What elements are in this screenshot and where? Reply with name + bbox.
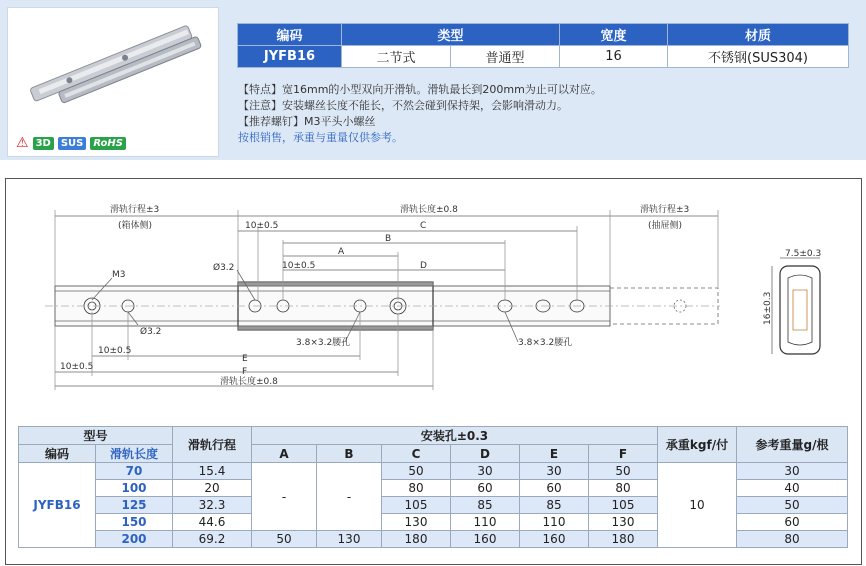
- cell-A: 50: [252, 531, 317, 548]
- cell-C: 130: [382, 514, 451, 531]
- th-F: F: [589, 445, 658, 463]
- sus-badge: SUS: [58, 137, 87, 150]
- cell-C: 80: [382, 480, 451, 497]
- th-stroke: 滑轨行程: [173, 427, 252, 463]
- th-D: D: [451, 445, 520, 463]
- cell-D: 85: [451, 497, 520, 514]
- cell-B: -: [317, 463, 382, 531]
- th-E: E: [520, 445, 589, 463]
- spec-code: JYFB16: [238, 46, 342, 68]
- cell-C: 105: [382, 497, 451, 514]
- cell-stroke: 20: [173, 480, 252, 497]
- cell-stroke: 15.4: [173, 463, 252, 480]
- dim-stroke-left: 滑轨行程±3: [110, 205, 160, 215]
- spec-header-code: 编码: [238, 24, 342, 46]
- cell-len: 125: [96, 497, 173, 514]
- dim-length-top: 滑轨长度±0.8: [400, 205, 458, 215]
- cell-E: 60: [520, 480, 589, 497]
- dim-slot-right: 3.8×3.2腰孔: [518, 338, 573, 348]
- cell-E: 160: [520, 531, 589, 548]
- th-length: 滑轨长度: [96, 445, 173, 463]
- spec-header-width: 宽度: [560, 24, 668, 46]
- note-feature: 【特点】宽16mm的小型双向开滑轨。滑轨最长到200mm为止可以对应。: [238, 83, 602, 96]
- dim-stroke-right: 滑轨行程±3: [640, 205, 690, 215]
- spec-material: 不锈钢(SUS304): [668, 46, 849, 68]
- cell-weight: 40: [737, 480, 848, 497]
- dim-10a: 10±0.5: [245, 221, 279, 231]
- dim-dia32-bottom: Ø3.2: [140, 327, 162, 337]
- dim-label-A: A: [338, 247, 345, 257]
- th-load: 承重kgf/付: [658, 427, 737, 463]
- dim-height-16: 16±0.3: [763, 291, 773, 325]
- dim-box-side: (箱体侧): [118, 221, 153, 231]
- cell-D: 60: [451, 480, 520, 497]
- dim-width-75: 7.5±0.3: [785, 249, 822, 259]
- cell-B: 130: [317, 531, 382, 548]
- cell-E: 85: [520, 497, 589, 514]
- cell-stroke: 69.2: [173, 531, 252, 548]
- spec-header-type: 类型: [342, 24, 560, 46]
- cell-E: 110: [520, 514, 589, 531]
- cell-D: 110: [451, 514, 520, 531]
- cell-C: 50: [382, 463, 451, 480]
- cell-C: 180: [382, 531, 451, 548]
- note-caution: 【注意】安装螺丝长度不能长，不然会碰到保持架，会影响滑动力。: [238, 99, 568, 112]
- dim-10b: 10±0.5: [282, 261, 316, 271]
- th-weight: 参考重量g/根: [737, 427, 848, 463]
- table-row: [19, 463, 848, 480]
- dim-label-C: C: [420, 221, 427, 231]
- cell-stroke: 32.3: [173, 497, 252, 514]
- dim-10c: 10±0.5: [98, 346, 132, 356]
- cell-F: 105: [589, 497, 658, 514]
- cell-load: 10: [658, 463, 737, 548]
- dim-length-bottom: 滑轨长度±0.8: [220, 377, 278, 387]
- dim-10d: 10±0.5: [60, 362, 94, 372]
- spec-width: 16: [560, 46, 668, 68]
- spec-type1: 二节式: [342, 46, 451, 68]
- dim-label-F: F: [242, 367, 248, 377]
- cell-weight: 80: [737, 531, 848, 548]
- cell-len: 150: [96, 514, 173, 531]
- dim-dia32-top: Ø3.2: [213, 263, 235, 273]
- cell-E: 30: [520, 463, 589, 480]
- th-code: 编码: [19, 445, 96, 463]
- dim-slot-left: 3.8×3.2腰孔: [296, 338, 351, 348]
- th-holes: 安装孔±0.3: [252, 427, 658, 445]
- cell-weight: 30: [737, 463, 848, 480]
- spec-header-material: 材质: [668, 24, 849, 46]
- th-C: C: [382, 445, 451, 463]
- note-screw: 【推荐螺钉】M3平头小螺丝: [238, 115, 376, 128]
- dim-drawer-side: (抽屉侧): [648, 221, 683, 231]
- dim-label-D: D: [420, 261, 427, 271]
- dim-label-B: B: [385, 234, 392, 244]
- cell-code: JYFB16: [19, 463, 96, 548]
- th-B: B: [317, 445, 382, 463]
- cell-len: 100: [96, 480, 173, 497]
- cell-F: 180: [589, 531, 658, 548]
- dim-label-E: E: [242, 354, 248, 364]
- note-sales: 按根销售，承重与重量仅供参考。: [238, 131, 403, 144]
- cell-F: 130: [589, 514, 658, 531]
- th-model: 型号: [19, 427, 173, 445]
- dim-m3: M3: [112, 270, 126, 280]
- cell-len: 200: [96, 531, 173, 548]
- cell-D: 160: [451, 531, 520, 548]
- cell-D: 30: [451, 463, 520, 480]
- th-A: A: [252, 445, 317, 463]
- cell-weight: 60: [737, 514, 848, 531]
- cell-F: 50: [589, 463, 658, 480]
- cell-F: 80: [589, 480, 658, 497]
- warning-icon: ⚠: [16, 135, 29, 151]
- cell-len: 70: [96, 463, 173, 480]
- cell-A: -: [252, 463, 317, 531]
- cell-stroke: 44.6: [173, 514, 252, 531]
- 3d-badge[interactable]: 3D: [33, 137, 54, 150]
- cell-weight: 50: [737, 497, 848, 514]
- specification-table: [18, 426, 848, 548]
- rohs-badge: RoHS: [90, 137, 126, 150]
- spec-type2: 普通型: [451, 46, 560, 68]
